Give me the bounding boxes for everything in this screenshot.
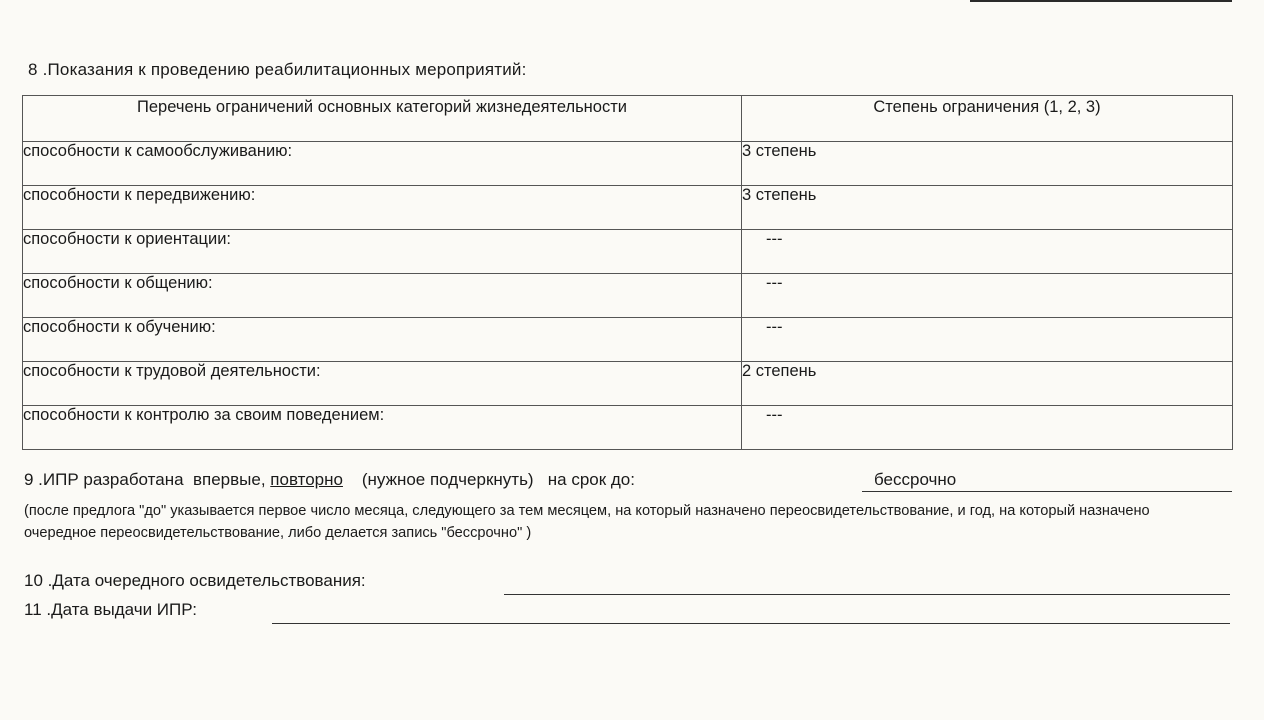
section-10-label: 10 .Дата очередного освидетельствования: (24, 571, 366, 590)
table-row (23, 230, 1233, 274)
table-row (23, 406, 1233, 450)
top-divider (970, 0, 1232, 2)
row-category: способности к ориентации: (23, 230, 742, 274)
section-11-label: 11 .Дата выдачи ИПР: (24, 600, 197, 619)
section-9-middle: (нужное подчеркнуть) на срок до: (342, 470, 635, 489)
row-category: способности к передвижению: (23, 186, 742, 230)
row-category: способности к общению: (23, 274, 742, 318)
section-9-prefix: 9 .ИПР разработана впервые, (24, 470, 271, 489)
table-row (23, 274, 1233, 318)
section-9-note: (после предлога "до" указывается первое число месяца, следующего за тем месяцем, на который назначено переосвидетельствование, и год, на который назначено очередное переосвидетельствование, либо делается запись "бессрочно" ) (24, 503, 1150, 541)
section-8-title: 8 .Показания к проведению реабилитационных мероприятий: (28, 60, 527, 79)
section-9-term-field (862, 470, 1232, 492)
section-11-blank-line (272, 601, 1230, 624)
row-category: способности к обучению: (23, 318, 742, 362)
row-category: способности к самообслуживанию: (23, 142, 742, 186)
section-9-underlined-option: повторно (270, 470, 343, 489)
limitations-table (22, 95, 1233, 450)
section-10-blank-line (504, 572, 1230, 595)
table-header-row (23, 96, 1233, 142)
row-category: способности к контролю за своим поведением: (23, 406, 742, 450)
row-degree: --- (742, 274, 1233, 318)
row-degree: 3 степень (742, 142, 1233, 186)
table-row (23, 142, 1233, 186)
table-row (23, 362, 1233, 406)
row-degree: 3 степень (742, 186, 1233, 230)
table-row (23, 318, 1233, 362)
header-categories: Перечень ограничений основных категорий жизнедеятельности (23, 96, 742, 142)
row-degree: 2 степень (742, 362, 1233, 406)
row-degree: --- (742, 230, 1233, 274)
row-degree: --- (742, 406, 1233, 450)
section-9-term-value: бессрочно (874, 470, 957, 489)
header-degree: Степень ограничения (1, 2, 3) (742, 96, 1233, 142)
section-9-line (24, 470, 635, 490)
row-degree: --- (742, 318, 1233, 362)
row-category: способности к трудовой деятельности: (23, 362, 742, 406)
table-row (23, 186, 1233, 230)
